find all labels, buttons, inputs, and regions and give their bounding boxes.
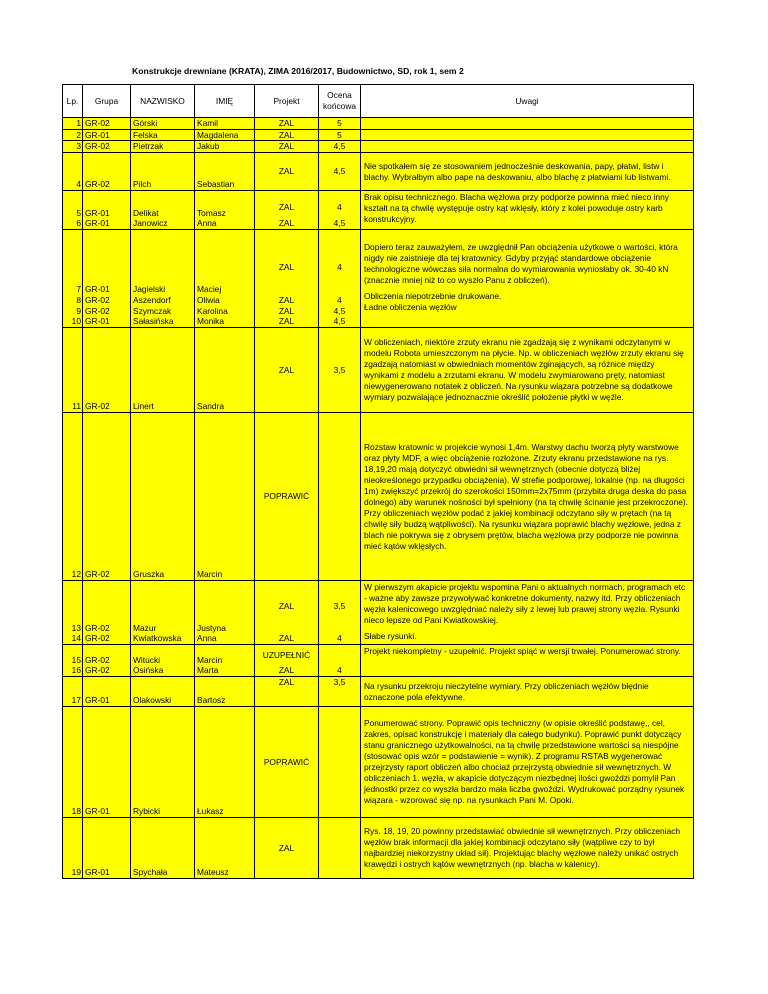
cell-imie: [195, 581, 255, 645]
cell-uwagi: Ponumerować strony. Poprawić opis techniczny (w opisie określić podstawę,, cel, zakres, opisać konstrukcję i materiały dla całego budynku). Poprawić punkt dotyczący stanu granicznego użytkowalności, na tą chwilę przedstawione wartości są niespójne (stosować opis wzór = podstawienie = wynik). Z programu RSTAB wygenerować przejrzysty raport obliczeń albo chociaż przejrzystą obwiednie sił wewnętrznych. W obliczeniach 1. węzła, w akapicie dotyczącym niezbędnej ilości gwoździ pomylił Pan jednostki przez co wyszła bardzo mała liczba gwoździ. Wydrukować porządny rysunek wiązara - wzorować się np. na rysunkach Pani M. Opoki.: [361, 707, 694, 818]
imie-9: Karolina: [197, 305, 228, 316]
lp-10: 10: [71, 316, 81, 327]
cell-imie: Bartosz: [195, 677, 255, 707]
table-row: [63, 707, 694, 818]
header-imie: IMIĘ: [195, 85, 255, 118]
nazwisko-10: Sałasińska: [133, 316, 174, 327]
cell-uwagi: Na rysunku przekroju nieczytelne wymiary. Przy obliczeniach węzłów błędnie oznaczone pola efektywne.: [361, 677, 694, 707]
projekt-7: ZAL: [278, 262, 295, 273]
grupa-15: GR-02: [85, 654, 110, 665]
lp-5: 5: [76, 207, 81, 218]
lp-13: 13: [71, 622, 81, 633]
cell-lp: 17: [63, 677, 83, 707]
cell-ocena: [319, 645, 361, 677]
lp-8: 8: [76, 295, 81, 305]
cell-grupa: GR-01: [83, 707, 131, 818]
cell-lp: [63, 230, 83, 328]
imie-6: Anna: [197, 218, 217, 229]
grupa-13: GR-02: [85, 622, 110, 633]
table-row: [63, 153, 694, 191]
grupa-16: GR-02: [85, 665, 110, 676]
imie-15: Marcin: [197, 654, 223, 665]
ocena-14: 4: [337, 633, 342, 644]
table-row: [63, 581, 694, 645]
cell-grupa: GR-02: [83, 328, 131, 413]
cell-imie: Mateusz: [195, 818, 255, 879]
lp-7: 7: [76, 284, 81, 295]
table-row: [63, 818, 694, 879]
cell-lp: 1: [63, 118, 83, 130]
cell-ocena: [319, 230, 361, 328]
cell-nazwisko: Rybicki: [131, 707, 195, 818]
table-row: [63, 118, 694, 130]
nazwisko-14: Kwiatkowska: [133, 633, 182, 644]
cell-imie: Magdalena: [195, 129, 255, 141]
table-row: [63, 129, 694, 141]
cell-ocena: 3,5: [319, 677, 361, 707]
nazwisko-6: Janowicz: [133, 218, 168, 229]
projekt-5: ZAL: [278, 201, 295, 212]
nazwisko-8: Aszendorf: [133, 295, 171, 305]
cell-projekt: ZAL: [255, 153, 319, 191]
cell-grupa: [83, 230, 131, 328]
uwagi-13: W pierwszym akapicie projektu wspomina Pani o aktualnych normach, programach etc - ważne aby zawsze przywoływać konkretne dokumenty, nazwy itd. Przy obliczeniach węzła kalenicowego uwzględniać należy siły z lewej lub prawej strony węzła. Rysunki nieco lepsze od Pani Kwiatkowskiej.: [364, 582, 686, 626]
table-row: [63, 141, 694, 153]
grupa-8: GR-02: [85, 295, 110, 305]
uwagi-9: Ładne obliczenia węzłów: [364, 302, 457, 313]
cell-projekt: [255, 191, 319, 230]
cell-uwagi: [361, 141, 694, 153]
header-nazwisko: NAZWISKO: [131, 85, 195, 118]
cell-imie: [195, 645, 255, 677]
cell-projekt: POPRAWIĆ: [255, 413, 319, 581]
uwagi-14: Słabe rysunki.: [364, 631, 417, 642]
cell-ocena: 3,5: [319, 328, 361, 413]
cell-projekt: [255, 645, 319, 677]
cell-projekt: ZAL: [255, 141, 319, 153]
lp-14: 14: [71, 633, 81, 644]
cell-ocena: 4,5: [319, 153, 361, 191]
cell-imie: Kamil: [195, 118, 255, 130]
projekt-15: UZUPEŁNIĆ: [262, 649, 311, 660]
projekt-8: ZAL: [278, 295, 295, 305]
projekt-6: ZAL: [278, 218, 295, 229]
cell-grupa: GR-02: [83, 153, 131, 191]
ocena-6: 4,5: [333, 218, 346, 229]
cell-projekt: ZAL: [255, 328, 319, 413]
imie-13: Justyna: [197, 622, 226, 633]
header-projekt: Projekt: [255, 85, 319, 118]
header-ocena: Ocena końcowa: [319, 85, 361, 118]
cell-projekt: ZAL: [255, 118, 319, 130]
cell-projekt: ZAL: [255, 677, 319, 707]
cell-lp: 2: [63, 129, 83, 141]
cell-lp: [63, 645, 83, 677]
nazwisko-13: Mazur: [133, 622, 157, 633]
header-grupa: Grupa: [83, 85, 131, 118]
projekt-10: ZAL: [278, 316, 295, 327]
cell-nazwisko: Gruszka: [131, 413, 195, 581]
cell-imie: [195, 191, 255, 230]
table-row: [63, 230, 694, 328]
ocena-16: 4: [337, 665, 342, 676]
uwagi-8: Obliczenia niepotrzebnie drukowane.: [364, 291, 502, 302]
cell-nazwisko: [131, 581, 195, 645]
grupa-7: GR-01: [85, 284, 110, 295]
cell-uwagi: Rozstaw kratownic w projekcie wynosi 1,4m. Warstwy dachu tworzą płyty warstwowe oraz płyty MDF, a więc obciążenie rozłożone. Zrzuty ekranu przedstawione na rys. 18,19,20 mają dotyczyć obwiedni sił wewnętrznych (obecnie dotyczą bliżej nieokreślonego przypadku obciążenia). W strefie podporowej, lokalnie (np. na długości 1m) zwiększyć przekrój do szerokości 150mm=2x75mm (przybita druga deska do pasa dolnego) aby warunek nośności był spełniony (na tą chwilę ścinanie jest przekroczone). Przy obliczeniach węzłów podać z jakiej kombinacji odczytano siły w prętach (na tą chwilę siły budzą wątpliwości). Na rysunku wiązara poprawić blachy węzłowe, jedna z blach nie pokrywa się z obrysem prętów, blacha węzłowa przy podporze nie powinna mieć kątów wklęsłych.: [361, 413, 694, 581]
cell-grupa: [83, 581, 131, 645]
imie-8: Oliwia: [197, 295, 220, 305]
grupa-5: GR-01: [85, 207, 110, 218]
cell-ocena: [319, 818, 361, 879]
imie-7: Maciej: [197, 284, 222, 295]
cell-grupa: [83, 191, 131, 230]
cell-imie: Sebastian: [195, 153, 255, 191]
cell-ocena: 5: [319, 118, 361, 130]
imie-14: Anna: [197, 633, 217, 644]
cell-uwagi: [361, 230, 694, 328]
grupa-10: GR-01: [85, 316, 110, 327]
grupa-14: GR-02: [85, 633, 110, 644]
ocena-13: 3,5: [333, 600, 346, 611]
cell-uwagi: Brak opisu technicznego. Blacha węzłowa przy podporze powinna mieć nieco inny kształt na tą chwilę występuje ostry kąt wklęsły, który z kolei powoduje ostry karb konstrukcyjny.: [361, 191, 694, 230]
cell-lp: [63, 581, 83, 645]
grupa-6: GR-01: [85, 218, 110, 229]
cell-ocena: [319, 581, 361, 645]
nazwisko-9: Szymczak: [133, 305, 172, 316]
cell-lp: 3: [63, 141, 83, 153]
cell-uwagi: [361, 129, 694, 141]
header-uwagi: Uwagi: [361, 85, 694, 118]
cell-uwagi: Projekt niekompletny - uzupełnić. Projekt spiąć w wersji trwałej. Ponumerować strony.: [361, 645, 694, 677]
cell-ocena: [319, 413, 361, 581]
nazwisko-5: Delikat: [133, 207, 159, 218]
cell-uwagi: Nie spotkałem się ze stosowaniem jednocześnie deskowania, papy, płatwi, listw i blachy. Wybrałbym albo pape na deskowaniu, albo blachę z płatwiami lub listwami.: [361, 153, 694, 191]
cell-nazwisko: [131, 191, 195, 230]
cell-ocena: 5: [319, 129, 361, 141]
cell-grupa: GR-02: [83, 118, 131, 130]
uwagi-7: Dopiero teraz zauważyłem, ze uwzględnił Pan obciążenia użytkowe o wartości, która nigdy nie zaistnieje dla tej kratownicy. Gdyby przyjąć standardowe obciążenie technologiczne wówczas siła normalna do wymiarowania wyniosłaby ok. 30-40 kN (znacznie mniej niż to co wyszło Panu z obliczeń).: [364, 242, 678, 286]
cell-ocena: [319, 707, 361, 818]
imie-5: Tomasz: [197, 207, 226, 218]
cell-grupa: GR-01: [83, 818, 131, 879]
cell-lp: 12: [63, 413, 83, 581]
cell-ocena: 4,5: [319, 141, 361, 153]
cell-imie: [195, 230, 255, 328]
cell-projekt: POPRAWIĆ: [255, 707, 319, 818]
cell-imie: Łukasz: [195, 707, 255, 818]
table-row: [63, 328, 694, 413]
cell-imie: Jakub: [195, 141, 255, 153]
imie-16: Marta: [197, 665, 219, 676]
cell-grupa: GR-01: [83, 677, 131, 707]
cell-nazwisko: [131, 645, 195, 677]
cell-nazwisko: Górski: [131, 118, 195, 130]
cell-uwagi: Rys. 18, 19, 20 powinny przedstawiać obwiednie sił wewnętrznych. Przy obliczeniach węzłów brak informacji dla jakiej kombinacji odczytano siły (wątpliwe czy to był najbardziej niekorzystny układ sił). Projektując blachy węzłowe należy unikać ostrych krawędzi i ostrych kątów wewnętrznych (np. blacha w kalenicy).: [361, 818, 694, 879]
table-row: [63, 677, 694, 707]
lp-6: 6: [76, 218, 81, 229]
cell-lp: 4: [63, 153, 83, 191]
cell-nazwisko: Linert: [131, 328, 195, 413]
cell-lp: [63, 191, 83, 230]
cell-projekt: [255, 581, 319, 645]
table-row: [63, 645, 694, 677]
ocena-5: 4: [337, 201, 342, 212]
cell-nazwisko: Spychała: [131, 818, 195, 879]
grupa-9: GR-02: [85, 305, 110, 316]
cell-nazwisko: [131, 230, 195, 328]
cell-uwagi: [361, 581, 694, 645]
ocena-10: 4,5: [333, 316, 346, 327]
nazwisko-15: Witucki: [133, 654, 160, 665]
cell-projekt: [255, 230, 319, 328]
imie-10: Monika: [197, 316, 224, 327]
cell-uwagi: W obliczeniach, niektóre zrzuty ekranu nie zgadzają się z wynikami odczytanymi w modelu Robota umieszczonym na płycie. Np. w obliczeniach węzłów zrzuty ekranu się zgadzają natomiast w obwiedniach momentów zginających, są różnice między wynikami z modelu a zrzutami ekranu. W modelu zwymiarowano pręty, natomiast niewygenerowano notatek z obliczeń. Na rysunku wiązara potrzebne są dodatkowe wymiary pozwalające jednoznacznie określić położenie płytki w węźle.: [361, 328, 694, 413]
cell-grupa: [83, 645, 131, 677]
lp-16: 16: [71, 665, 81, 676]
projekt-9: ZAL: [278, 305, 295, 316]
cell-lp: 18: [63, 707, 83, 818]
projekt-14: ZAL: [278, 633, 295, 644]
projekt-16: ZAL: [278, 665, 295, 676]
lp-15: 15: [71, 654, 81, 665]
cell-lp: 11: [63, 328, 83, 413]
table-row: [63, 413, 694, 581]
cell-nazwisko: Pietrzak: [131, 141, 195, 153]
cell-uwagi: [361, 118, 694, 130]
projekt-13: ZAL: [278, 600, 295, 611]
cell-grupa: GR-02: [83, 413, 131, 581]
cell-projekt: ZAL: [255, 129, 319, 141]
nazwisko-16: Osińska: [133, 665, 164, 676]
document-title: Konstrukcje drewniane (KRATA), ZIMA 2016/2017, Budownictwo, SD, rok 1, sem 2: [132, 66, 464, 76]
lp-9: 9: [76, 305, 81, 316]
cell-nazwisko: Felska: [131, 129, 195, 141]
ocena-9: 4,5: [333, 305, 346, 316]
header-lp: Lp.: [63, 85, 83, 118]
cell-nazwisko: Olakowski: [131, 677, 195, 707]
cell-imie: Marcin: [195, 413, 255, 581]
ocena-7: 4: [337, 262, 342, 273]
table-row: [63, 191, 694, 230]
cell-grupa: GR-01: [83, 129, 131, 141]
cell-imie: Sandra: [195, 328, 255, 413]
cell-nazwisko: Pilch: [131, 153, 195, 191]
cell-grupa: GR-02: [83, 141, 131, 153]
ocena-8: 4: [337, 295, 342, 305]
cell-ocena: [319, 191, 361, 230]
cell-lp: 19: [63, 818, 83, 879]
grades-table: [62, 84, 694, 879]
nazwisko-7: Jagielski: [133, 284, 166, 295]
table-header-row: [63, 85, 694, 118]
cell-projekt: ZAL: [255, 818, 319, 879]
